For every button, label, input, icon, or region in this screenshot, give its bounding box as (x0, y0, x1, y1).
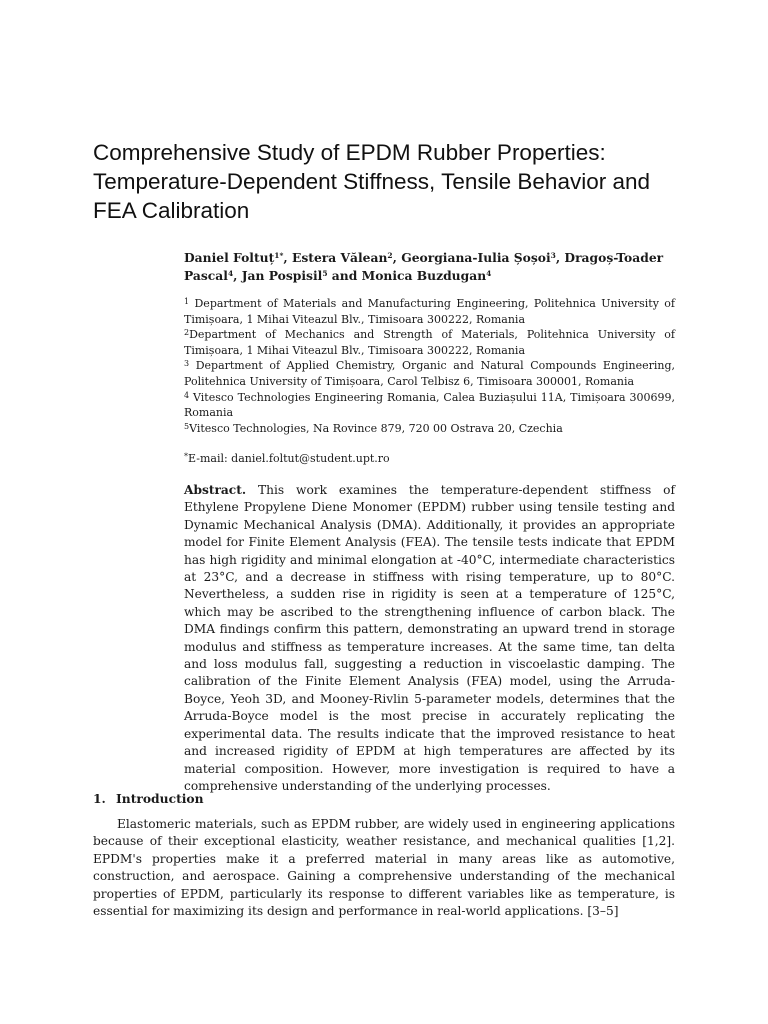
section-heading (93, 791, 204, 806)
author-affiliation-mark: 5 (322, 269, 328, 278)
author-affiliation-mark: 3 (550, 251, 556, 260)
affiliation-number: 5 (184, 421, 190, 431)
email-mark: * (184, 452, 188, 461)
affiliation-number: 3 (184, 359, 190, 369)
author-name: Daniel Foltuț (184, 250, 275, 265)
affiliation-item (184, 296, 675, 327)
abstract-label: Abstract. (184, 483, 247, 497)
author-separator: , (555, 250, 565, 265)
author-affiliation-mark: 2 (387, 251, 393, 260)
author-affiliation-mark: 4 (227, 269, 234, 278)
affiliation-number: 1 (184, 297, 190, 306)
email-text: E-mail: daniel.foltut@student.upt.ro (188, 452, 390, 465)
title-line: Temperature-Dependent Stiffness, Tensile Behavior and (93, 169, 651, 194)
author-separator: and (327, 268, 362, 283)
paper-title (93, 138, 733, 225)
author-name: Georgiana-Iulia Șoșoi (401, 250, 551, 265)
author-list (184, 249, 684, 285)
corresponding-email (184, 451, 390, 466)
author-separator: , (283, 250, 292, 265)
author-name: Dragoș-Toader Pascal (184, 250, 664, 283)
affiliation-item (184, 327, 675, 358)
affiliation-item (184, 390, 675, 421)
author-name: Jan Pospisil (241, 268, 323, 283)
affiliation-text: Vitesco Technologies Engineering Romania, Calea Buziașului 11A, Timișoara 300699, Romania (184, 390, 675, 420)
affiliation-text: Department of Applied Chemistry, Organic and Natural Compounds Engineering, Politehnica University of Timișoara, Carol Telbisz 6, Timisoara 300001, Romania (184, 359, 675, 388)
affiliation-item (184, 358, 675, 389)
affiliation-text: Department of Materials and Manufacturing Engineering, Politehnica University of Timișoara, 1 Mihai Viteazul Blv., Timisoara 300222, Romania (184, 297, 675, 326)
author-affiliation-mark: 1* (274, 251, 284, 260)
author-affiliation-mark: 4 (486, 269, 492, 278)
affiliation-number: 2 (184, 328, 190, 338)
abstract (184, 482, 675, 795)
author-separator: , (233, 268, 242, 283)
affiliation-number: 4 (184, 390, 190, 400)
title-line: Comprehensive Study of EPDM Rubber Properties: (93, 140, 606, 165)
author-separator: , (392, 250, 402, 265)
intro-paragraph: Elastomeric materials, such as EPDM rubber, are widely used in engineering applications because of their exceptional elasticity, weather resistance, and mechanical qualities [1,2]. EPDM's properties make it a preferred material in many areas like as automotive, construction, and aerospace. Gaining a comprehensive understanding of the mechanical properties of EPDM, particularly its response to different variables like as temperature, is essential for maximizing its design and performance in real-world applications. [3–5] (93, 817, 675, 919)
affiliation-list (184, 296, 675, 436)
title-line: FEA Calibration (93, 198, 250, 223)
affiliation-text: Department of Mechanics and Strength of Materials, Politehnica University of Timișoara, 1 Mihai Viteazul Blv., Timisoara 300222, Romania (184, 328, 675, 357)
author-name: Estera Vălean (291, 250, 388, 265)
affiliation-text: Vitesco Technologies, Na Rovince 879, 720 00 Ostrava 20, Czechia (189, 421, 563, 435)
abstract-text: This work examines the temperature-dependent stiffness of Ethylene Propylene Diene Monomer (EPDM) rubber using tensile testing and Dynamic Mechanical Analysis (DMA). Additionally, it provides an appropriate model for Finite Element Analysis (FEA). The tensile tests indicate that EPDM has high rigidity and minimal elongation at -40°C, intermediate characteristics at 23°C, and a decrease in stiffness with rising temperature, up to 80°C. Nevertheless, a sudden rise in rigidity is seen at a temperature of 125°C, which may be ascribed to the strengthening influence of carbon black. The DMA findings confirm this pattern, demonstrating an upward trend in storage modulus and stiffness as temperature increases. At the same time, tan delta and loss modulus fall, suggesting a reduction in viscoelastic damping. The calibration of the Finite Element Analysis (FEA) model, using the Arruda-Boyce, Yeoh 3D, and Mooney-Rivlin 5-parameter models, determines that the Arruda-Boyce model is the most precise in accurately replicating the experimental data. The results indicate that the improved resistance to heat and increased rigidity of EPDM at high temperatures are affected by its material composition. However, more investigation is required to have a comprehensive understanding of the underlying processes. (184, 483, 675, 793)
section-number: 1. (93, 791, 106, 806)
affiliation-item (184, 421, 675, 437)
author-name: Monica Buzdugan (361, 268, 487, 283)
section-title: Introduction (116, 791, 204, 806)
